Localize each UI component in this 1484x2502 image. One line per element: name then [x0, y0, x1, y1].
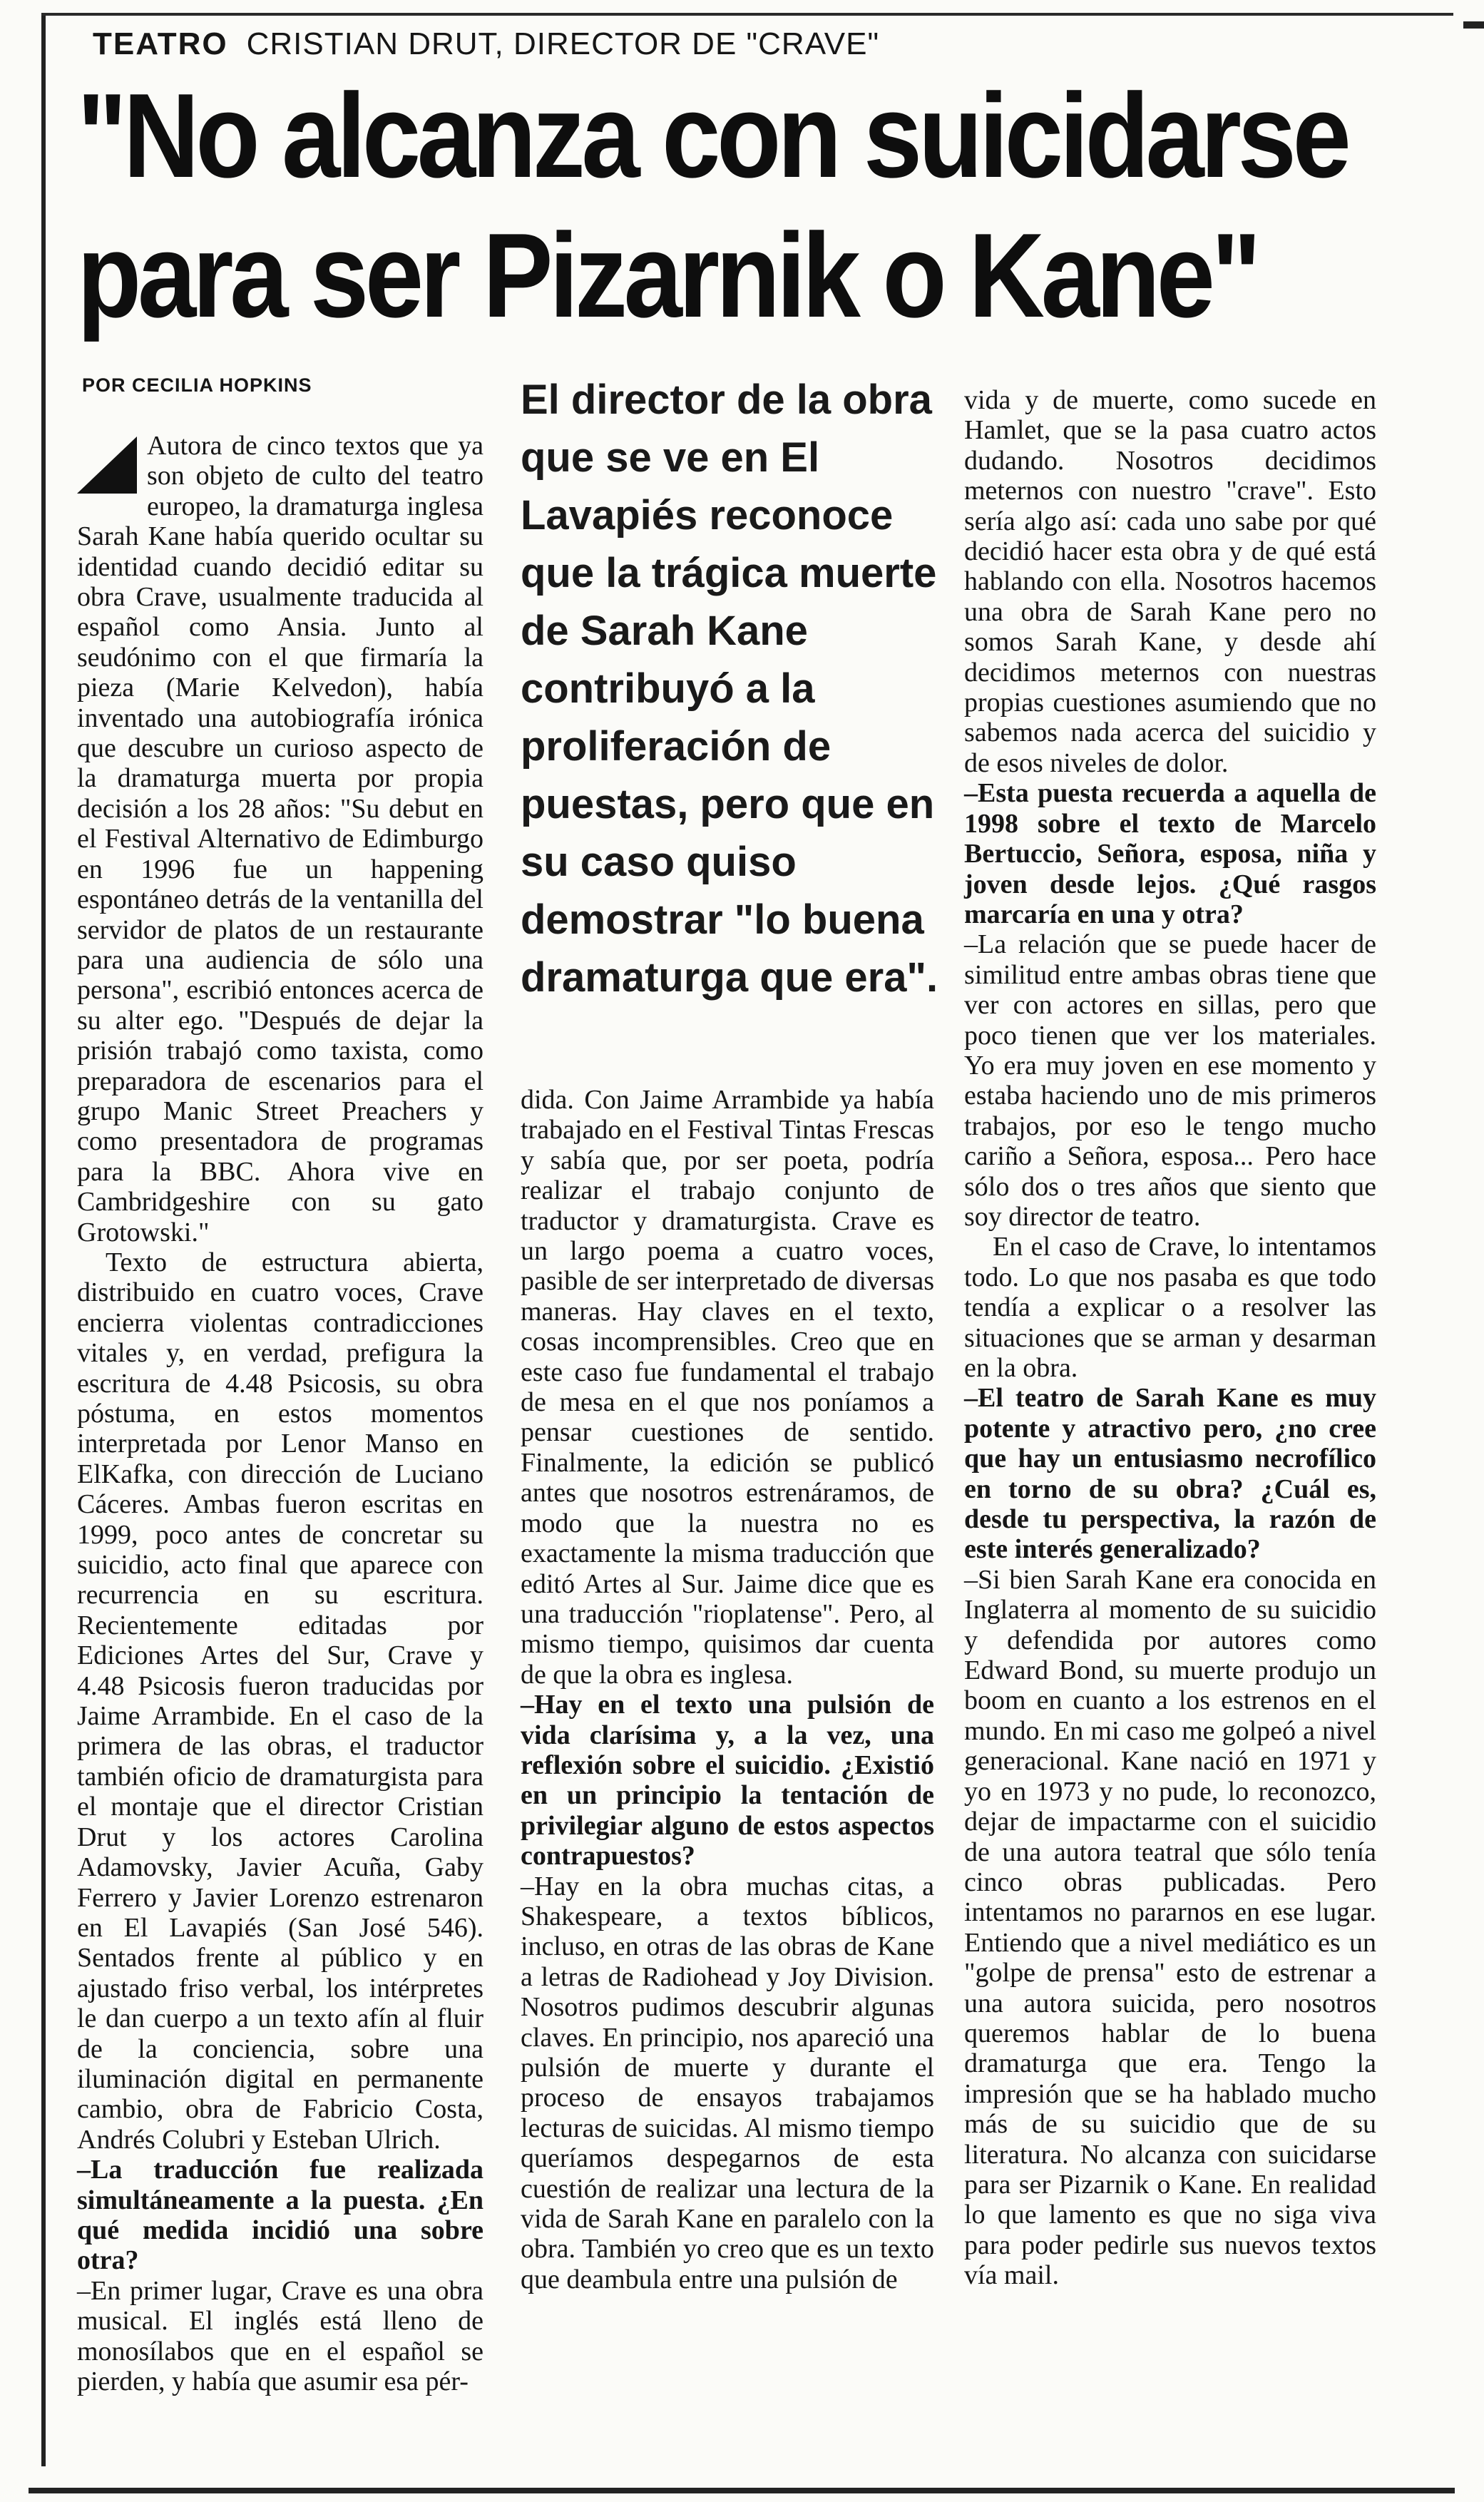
headline-line-2: para ser Pizarnik o Kane" — [77, 208, 1258, 342]
left-border-rule — [41, 13, 46, 2466]
interview-answer: –Hay en la obra muchas citas, a Shakespeare, a textos bíblicos, incluso, en otras de las obras de Kane a letras de Radiohead y Joy Division. Nosotros pudimos descubrir algunas claves. En principio, nos apareció una pulsión de muerte y durante el proceso de ensayos trabajamos lecturas de suicidas. Al mismo tiempo queríamos despegarnos de esta cuestión de realizar una lectura de la vida de Sarah Kane en paralelo con la obra. También yo creo que es un texto que deambula entre una pulsión de — [521, 1871, 934, 2294]
headline-line-1: "No alcanza con suicidarse — [77, 68, 1348, 203]
margin-mark — [1463, 21, 1484, 29]
drop-triangle-icon — [77, 436, 137, 494]
interview-answer: –La relación que se puede hacer de similitud entre ambas obras tiene que ver con actores en sillas, pero que poco tienen que ver los materiales. Yo era muy joven en ese momento y estaba haciendo uno de mis primeros trabajos, por eso le tengo mucho cariño a Señora, esposa... Pero hace sólo dos o tres años que siento que soy director de teatro. — [964, 929, 1376, 1232]
interview-answer-paragraph: En el caso de Crave, lo intentamos todo. Lo que nos pasaba es que todo tendía a explicar o a resolver las situaciones que se arman y desarman en la obra. — [964, 1232, 1376, 1383]
interview-question: –Hay en el texto una pulsión de vida clarísima y, a la vez, una reflexión sobre el suicidio. ¿Existió en un principio la tentación de privilegiar alguno de estos aspectos contrapuestos? — [521, 1690, 934, 1872]
headline — [77, 66, 1348, 345]
article-column-1 — [77, 431, 483, 2396]
body-paragraph: Texto de estructura abierta, distribuido en cuatro voces, Crave encierra violentas contradicciones vitales y, en verdad, prefigura la escritura de 4.48 Psicosis, su obra póstuma, en estos momentos interpretada por Lenor Manso en ElKafka, con dirección de Luciano Cáceres. Ambas fueron escritas en 1999, poco antes de concretar su suicidio, acto final que aparece con recurrencia en su escritura. Recientemente editadas por Ediciones Artes del Sur, Crave y 4.48 Psicosis fueron traducidas por Jaime Arrambide. En el caso de la primera de las obras, el traductor también oficio de dramaturgista para el montaje que el director Cristian Drut y los actores Carolina Adamovsky, Javier Acuña, Gaby Ferrero y Javier Lorenzo estrenaron en El Lavapiés (San José 546). Sentados frente al público y en ajustado friso verbal, los intérpretes le dan cuerpo a un texto afín al fluir de la conciencia, sobre una iluminación digital en permanente cambio, obra de Fabricio Costa, Andrés Colubri y Esteban Ulrich. — [77, 1247, 483, 2155]
article-column-3 — [964, 385, 1376, 2291]
interview-question: –Esta puesta recuerda a aquella de 1998 sobre el texto de Marcelo Bertuccio, Señora, esposa, niña y joven desde lejos. ¿Qué rasgos marcaría en una y otra? — [964, 778, 1376, 929]
kicker-text: CRISTIAN DRUT, DIRECTOR DE "CRAVE" — [246, 26, 880, 61]
interview-answer-continued: vida y de muerte, como sucede en Hamlet, que se la pasa cuatro actos dudando. Nosotros decidimos meternos con nuestro "crave". Esto sería algo así: cada uno sabe por qué decidió hacer esta obra y de qué está hablando con ella. Nosotros hacemos una obra de Sarah Kane pero no somos Sarah Kane, y desde ahí decidimos meternos con nuestras propias cuestiones asumiendo que no sabemos nada acerca del suicidio y de esos niveles de dolor. — [964, 385, 1376, 778]
kicker-line — [93, 24, 879, 64]
pull-quote: El director de la obra que se ve en El Lavapiés reconoce que la trágica muerte de Sarah Kane contribuyó a la proliferación de puestas, pero que en su caso quiso demostrar "lo buena dramaturga que era". — [521, 377, 938, 1001]
bottom-border-rule — [29, 2488, 1455, 2493]
byline: POR CECILIA HOPKINS — [82, 374, 312, 396]
lead-paragraph-text: Autora de cinco textos que ya son objeto de culto del teatro europeo, la dramaturga inglesa Sarah Kane había querido ocultar su identidad cuando decidió editar su obra Crave, usualmente traducida al español como Ansia. Junto al seudónimo con el que firmaría la pieza (Marie Kelvedon), había inventado una autobiografía irónica que descubre un curioso aspecto de la dramaturga muerta por propia decisión a los 28 años: "Su debut en el Festival Alternativo de Edimburgo en 1996 fue un happening espontáneo detrás de la ventanilla del servidor de platos de un restaurante para una audiencia de sólo una persona", escribió entonces acerca de su alter ego. "Después de dejar la prisión trabajó como taxista, como preparadora de escenarios para el grupo Manic Street Preachers y como presentadora de programas para la BBC. Ahora vive en Cambridgeshire con su gato Grotowski." — [77, 431, 483, 1247]
section-label: TEATRO — [93, 26, 228, 61]
interview-answer-continued: dida. Con Jaime Arrambide ya había trabajado en el Festival Tintas Frescas y sabía que, por ser poeta, podría realizar el trabajo conjunto de traductor y dramaturgista. Crave es un largo poema a cuatro voces, pasible de ser interpretado de diversas maneras. Hay claves en el texto, cosas incomprensibles. Creo que en este caso fue fundamental el trabajo de mesa en el que nos poníamos a pensar cuestiones de sentido. Finalmente, la edición se publicó antes que nosotros estrenáramos, de modo que la nuestra no es exactamente la misma traducción que editó Artes al Sur. Jaime dice que es una traducción "rioplatense". Pero, al mismo tiempo, quisimos dar cuenta de que la obra es inglesa. — [521, 1085, 934, 1690]
interview-question: –El teatro de Sarah Kane es muy potente y atractivo pero, ¿no cree que hay un entusiasmo necrofílico en torno de su obra? ¿Cuál es, desde tu perspectiva, la razón de este interés generalizado? — [964, 1383, 1376, 1565]
top-border-rule — [41, 13, 1453, 16]
article-column-2 — [521, 1085, 934, 2294]
interview-question: –La traducción fue realizada simultáneamente a la puesta. ¿En qué medida incidió una sobre otra? — [77, 2155, 483, 2276]
interview-answer: –Si bien Sarah Kane era conocida en Inglaterra al momento de su suicidio y defendida por autores como Edward Bond, su muerte produjo un boom en cuanto a los estrenos en el mundo. En mi caso me golpeó a nivel generacional. Kane nació en 1971 y yo en 1973 y no pude, lo reconozco, dejar de impactarme con el suicidio de una autora teatral que sólo tenía cinco obras publicadas. Pero intentamos no pararnos en ese lugar. Entiendo que a nivel mediático es un "golpe de prensa" esto de estrenar a una autora suicida, pero nosotros queremos hablar de lo buena dramaturga que era. Tengo la impresión que se ha hablado mucho más de su suicidio que de su literatura. No alcanza con suicidarse para ser Pizarnik o Kane. En realidad lo que lamento es que no siga viva para poder pedirle sus nuevos textos vía mail. — [964, 1564, 1376, 2291]
interview-answer: –En primer lugar, Crave es una obra musical. El inglés está lleno de monosílabos que en el español se pierden, y había que asumir esa pér- — [77, 2275, 483, 2396]
lead-paragraph — [77, 431, 483, 1247]
